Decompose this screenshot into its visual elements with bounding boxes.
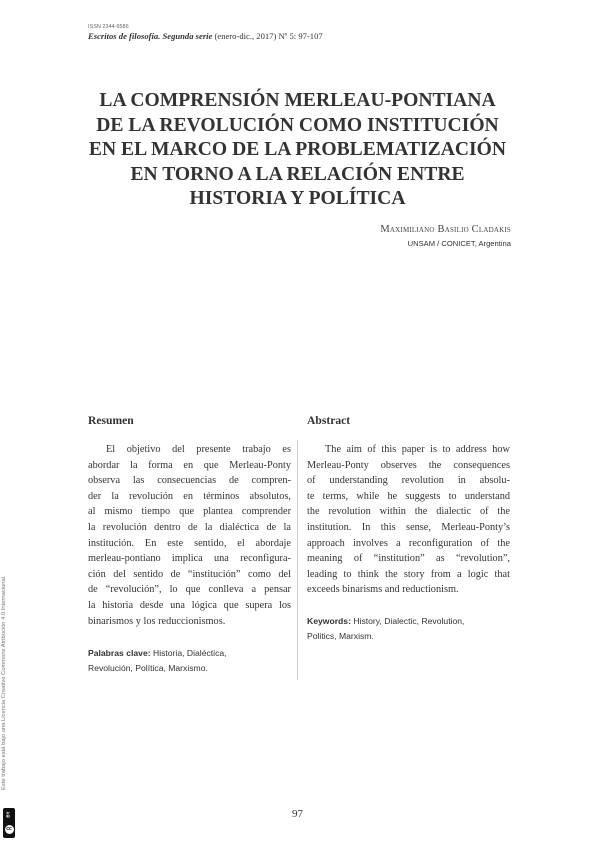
resumen-line: abordar la forma en que Merleau-Ponty — [88, 459, 291, 471]
keywords-label: Keywords: — [307, 616, 351, 626]
abstract-line: institution. In this sense, Merleau-Ponty’s — [307, 521, 510, 533]
title-line: EN EL MARCO DE LA PROBLEMATIZACIÓN — [88, 139, 507, 161]
article-title — [60, 89, 535, 212]
resumen-line: binarismos y los reduccionismos. — [88, 615, 226, 627]
title-line: LA COMPRENSIÓN MERLEAU-PONTIANA — [99, 90, 496, 111]
page-number: 97 — [292, 808, 303, 820]
keywords-line — [88, 646, 291, 661]
issn: ISSN 2344-9586 — [88, 24, 129, 30]
author-affiliation: UNSAM / CONICET, Argentina — [407, 239, 511, 248]
keywords-line — [307, 614, 510, 629]
abstract-line: Merleau-Ponty observes the consequences — [307, 459, 510, 471]
journal-title: Escritos de filosofía. Segunda serie — [88, 31, 213, 41]
abstract-keywords — [307, 614, 510, 643]
resumen-line: la revolución dentro de la dialéctica de la — [88, 521, 291, 533]
abstract-line: exceeds binarisms and reductionism. — [307, 584, 459, 596]
resumen-line: ción del sentido de “institución” como del — [88, 568, 291, 580]
resumen-heading: Resumen — [88, 414, 134, 427]
abstract-line: leading to think the story from a logic that — [307, 568, 510, 580]
keywords-values: History, Dialectic, Revolution, — [350, 616, 465, 626]
abstract-line: te terms, while he suggests to understand — [307, 490, 510, 502]
resumen-line: al mismo tiempo que plantea comprender — [88, 506, 291, 518]
abstract-line: The aim of this paper is to address how — [325, 444, 510, 455]
abstract-line: approach involves a reconfiguration of the — [307, 537, 510, 549]
resumen-line: merleau-pontiano implica una reconfigura- — [88, 553, 291, 565]
journal-citation — [88, 31, 323, 41]
resumen-line: der la revolución en términos absolutos, — [88, 490, 291, 502]
title-line: EN TORNO A LA RELACIÓN ENTRE — [130, 163, 465, 185]
abstract-heading: Abstract — [307, 414, 351, 427]
title-line: DE LA REVOLUCIÓN COMO INSTITUCIÓN — [96, 114, 499, 136]
resumen-line: la historia desde una lógica que supera los — [88, 599, 291, 611]
keywords-line: Revolución, Política, Marxismo. — [88, 662, 208, 673]
keywords-line: Politics, Marxism. — [307, 630, 374, 641]
title-line: HISTORIA Y POLÍTICA — [189, 188, 406, 210]
resumen-keywords — [88, 646, 291, 675]
resumen-line: institución. En este sentido, el abordaje — [88, 537, 291, 549]
abstract-line: meaning of “institution” as “revolution”, — [307, 553, 510, 565]
abstract-line: the revolution within the dialectic of the — [307, 506, 510, 518]
license-notice: Este trabajo está bajo una Licencia Creative Commons Atribución 4.0 Internacional. — [1, 575, 7, 790]
cc-logo: cc — [6, 826, 12, 832]
author-name: Maximiliano Basilio Cladakis — [380, 224, 511, 235]
abstract-body — [307, 442, 510, 598]
keywords-label: Palabras clave: — [88, 648, 151, 658]
column-divider — [297, 440, 298, 680]
resumen-line: observa las consecuencias de compren- — [88, 475, 291, 487]
cc-by-label: BY — [5, 811, 11, 818]
resumen-line: El objetivo del presente trabajo es — [106, 444, 291, 455]
journal-issue: (enero-dic., 2017) Nº 5: 97-107 — [212, 31, 323, 41]
keywords-values: Historia, Dialéctica, — [150, 648, 227, 658]
abstract-line: of understanding revolution in absolu- — [307, 475, 510, 487]
resumen-line: de “revolución”, lo que conlleva a pensar — [88, 584, 291, 596]
resumen-body — [88, 442, 291, 629]
